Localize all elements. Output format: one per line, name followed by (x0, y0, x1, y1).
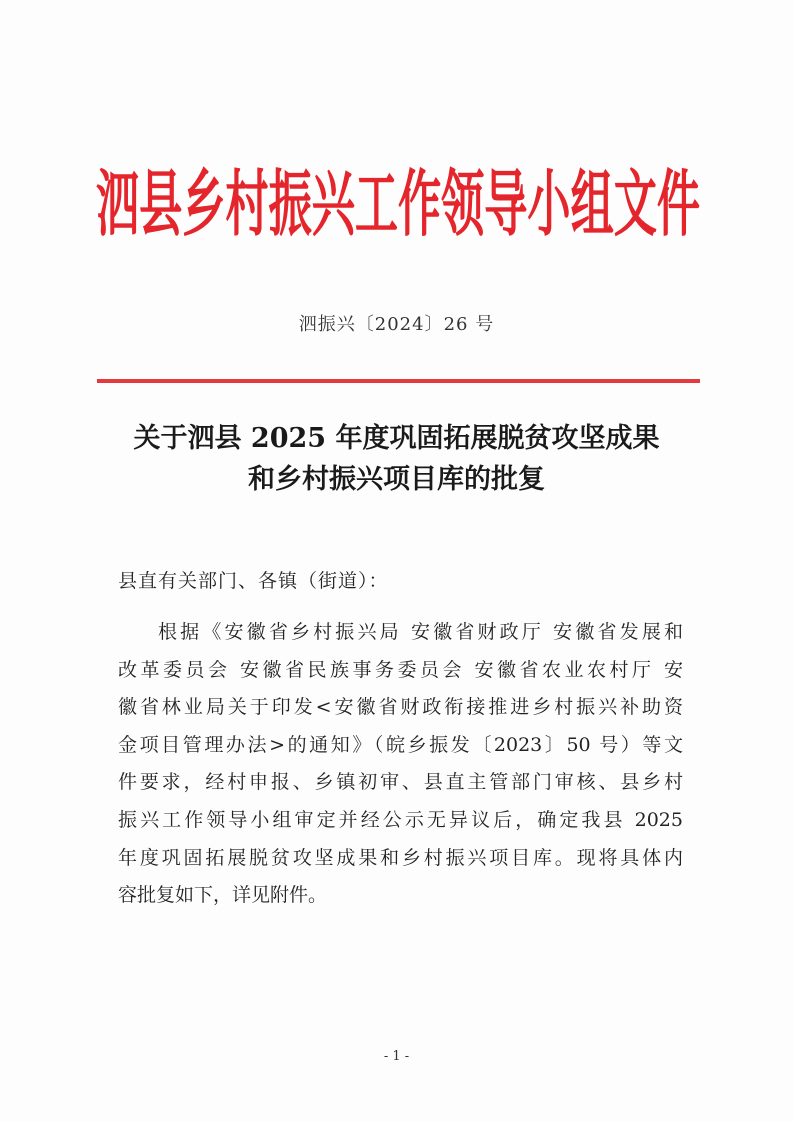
red-separator-line (97, 379, 700, 383)
document-title-line-2: 和乡村振兴项目库的批复 (248, 464, 545, 495)
document-number: 泗振兴〔2024〕26 号 (298, 314, 495, 335)
body-line: 金项目管理办法>的通知》（皖乡振发〔2023〕50 号）等文 (118, 733, 683, 756)
body-line: 改革委员会 安徽省民族事务委员会 安徽省农业农村厅 安 (118, 658, 683, 681)
body-line: 件要求，经村申报、乡镇初审、县直主管部门审核、县乡村 (118, 771, 683, 794)
body-line: 徽省林业局关于印发<安徽省财政衔接推进乡村振兴补助资 (118, 696, 683, 719)
body-line: 容批复如下，详见附件。 (118, 884, 328, 907)
body-paragraph (118, 614, 683, 915)
body-line: 振兴工作领导小组审定并经公示无异议后，确定我县 2025 (118, 808, 683, 831)
document-title-line-1: 关于泗县 2025 年度巩固拓展脱贫攻坚成果 (133, 423, 660, 454)
addressee: 县直有关部门、各镇（街道）： (118, 570, 389, 592)
page-number: - 1 - (383, 1049, 410, 1064)
body-line: 年度巩固拓展脱贫攻坚成果和乡村振兴项目库。现将具体内 (118, 846, 683, 869)
document-title (0, 418, 793, 500)
body-line: 根据《安徽省乡村振兴局 安徽省财政厅 安徽省发展和 (158, 621, 683, 643)
document-header (96, 155, 700, 255)
issuing-authority-title: 泗县乡村振兴工作领导小组文件 (96, 161, 701, 247)
